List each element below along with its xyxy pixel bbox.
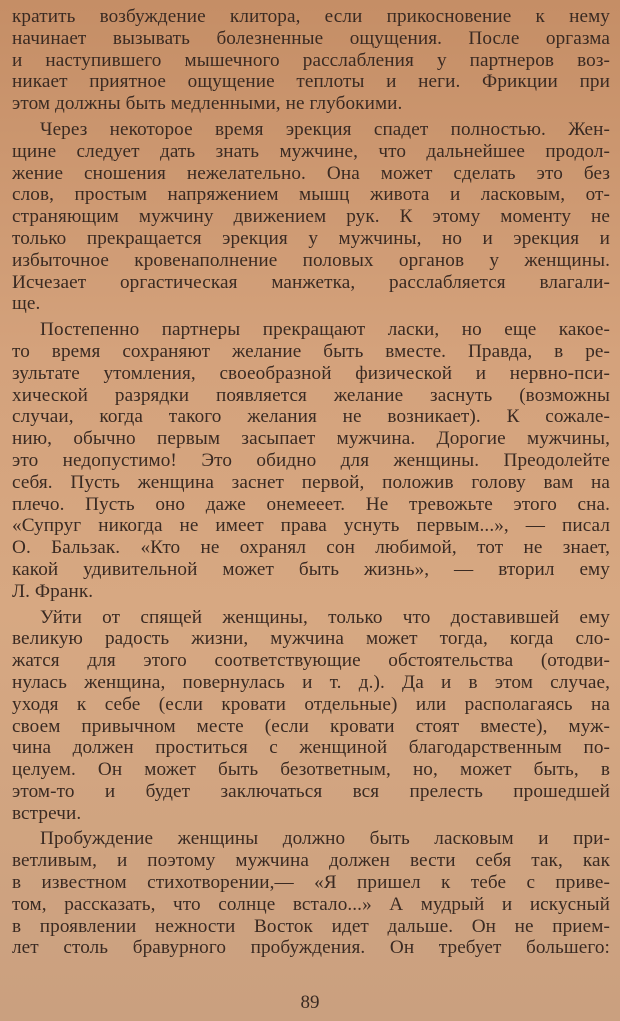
text-line: страняющим мужчину движением рук. К этому моменту не xyxy=(12,206,610,228)
text-line: в известном стихотворении,— «Я пришел к тебе с приве- xyxy=(12,872,610,894)
paragraph xyxy=(12,607,610,825)
text-line: избыточное кровенаполнение половых органов у женщины. xyxy=(12,249,610,271)
text-line: Постепенно партнеры прекращают ласки, но еще какое- xyxy=(40,319,610,341)
text-line: только прекращается эрекция у мужчины, но и эрекция и xyxy=(12,227,610,249)
text-line: своем привычном месте (если кровати стоят вместе), муж- xyxy=(12,715,610,737)
text-line: и наступившего мышечного расслабления у партнеров воз- xyxy=(12,49,610,71)
text-line: этом-то и будет заключаться вся прелесть прошедшей xyxy=(12,780,610,802)
text-line: О. Бальзак. «Кто не охранял сон любимой, тот не знает, xyxy=(12,537,610,559)
paragraph xyxy=(12,6,610,115)
text-line: никает приятное ощущение теплоты и неги. Фрикции при xyxy=(12,71,610,93)
text-line: уходя к себе (если кровати отдельные) или располагаясь на xyxy=(12,693,610,715)
text-line: зультате утомления, своеобразной физической и нервно-пси- xyxy=(12,362,610,384)
text-line: великую радость жизни, мужчина может тогда, когда сло- xyxy=(12,628,610,650)
text-line: случаи, когда такого желания не возникает). К сожале- xyxy=(12,406,610,428)
text-line: ще. xyxy=(12,293,41,315)
text-line: в проявлении нежности Восток идет дальше. Он не прием- xyxy=(12,915,610,937)
text-line: «Супруг никогда не имеет права уснуть первым...», — писал xyxy=(12,515,610,537)
text-line: том, рассказать, что солнце встало...» А мудрый и искусный xyxy=(12,893,610,915)
text-line: чина должен проститься с женщиной благодарственным по- xyxy=(12,737,610,759)
book-page xyxy=(12,6,610,1011)
text-line: хической разрядки появляется желание заснуть (возможны xyxy=(12,384,610,406)
text-line: Исчезает оргастическая манжетка, расслабляется влагали- xyxy=(12,271,610,293)
paragraph xyxy=(12,119,610,315)
text-line: начинает вызывать болезненные ощущения. После оргазма xyxy=(12,27,610,49)
text-line: себя. Пусть женщина заснет первой, положив голову вам на xyxy=(12,471,610,493)
text-line: кратить возбуждение клитора, если прикосновение к нему xyxy=(12,6,610,27)
text-line: Л. Франк. xyxy=(12,580,94,602)
text-line: какой удивительной может быть жизнь», — вторил ему xyxy=(12,558,610,580)
text-line: Уйти от спящей женщины, только что доставившей ему xyxy=(40,606,610,628)
text-line: то время сохраняют желание быть вместе. Правда, в ре- xyxy=(12,340,610,362)
text-line: ветливым, и поэтому мужчина должен вести себя так, как xyxy=(12,850,610,872)
text-line: плечо. Пусть оно даже онемеeет. Не тревожьте этого сна. xyxy=(12,493,610,515)
text-line: нулась женщина, повернулась и т. д.). Да и в этом случае, xyxy=(12,671,610,693)
text-line: Пробуждение женщины должно быть ласковым и при- xyxy=(40,828,610,850)
text-line: щине следует дать знать мужчине, что дальнейшее продол- xyxy=(12,140,610,162)
text-line: этом должны быть медленными, не глубокими. xyxy=(12,93,403,115)
page-number: 89 xyxy=(300,992,320,1013)
text-line: нию, обычно первым засыпает мужчина. Дорогие мужчины, xyxy=(12,428,610,450)
text-line: встречи. xyxy=(12,802,82,824)
text-line: жение сношения нежелательно. Она может сделать это без xyxy=(12,162,610,184)
text-line: Через некоторое время эрекция спадет полностью. Жен- xyxy=(40,118,610,140)
paragraph xyxy=(12,319,610,602)
text-line: целуем. Он может быть безответным, но, может быть, в xyxy=(12,759,610,781)
paragraph xyxy=(12,828,610,959)
text-line: это недопустимо! Это обидно для женщины. Преодолейте xyxy=(12,449,610,471)
text-line: жатся для этого соответствующие обстоятельства (отодви- xyxy=(12,650,610,672)
text-line: лет столь бравурного пробуждения. Он требует большего: xyxy=(12,937,610,959)
text-line: слов, простым напряжением мышц живота и ласковым, от- xyxy=(12,184,610,206)
